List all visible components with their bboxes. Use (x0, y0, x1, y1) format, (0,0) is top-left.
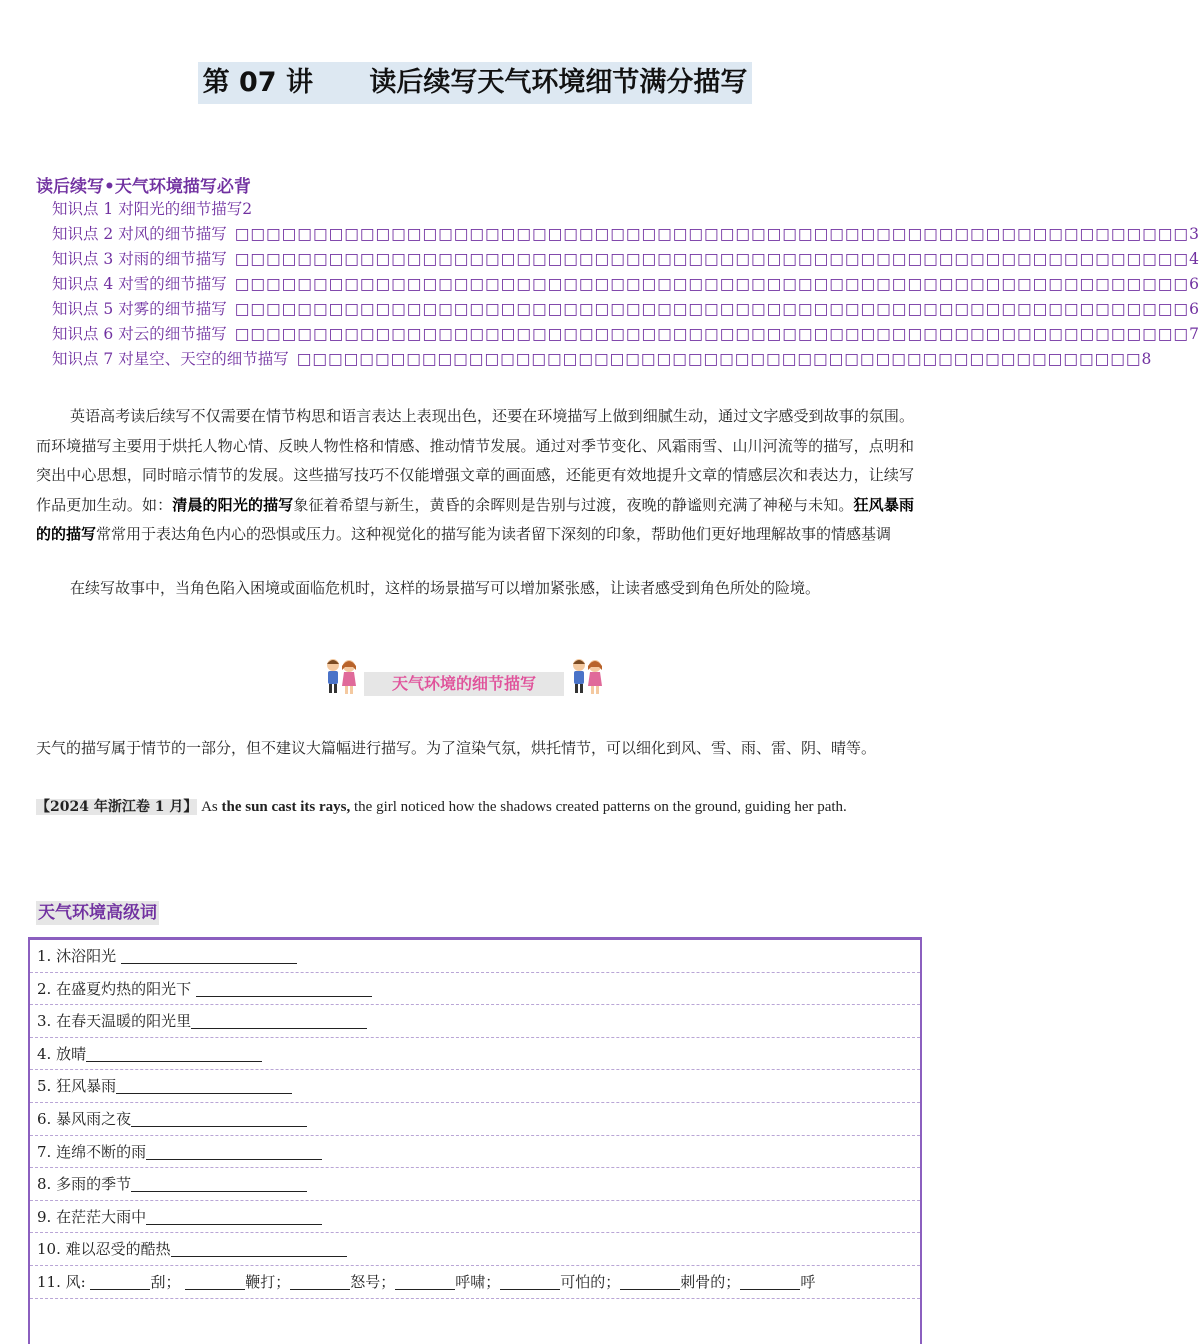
toc-item[interactable]: 知识点 4 对雪的细节描写 □□□□□□□□□□□□□□□□□□□□□□□□□□□□□□□□□□□□□□□□□□□□□□□□□□□□□□□□□□□□□ 6 (52, 275, 1199, 293)
kids-illustration-icon (322, 656, 360, 696)
section-banner (322, 656, 622, 696)
answer-blank[interactable] (290, 1272, 350, 1290)
answer-blank[interactable] (121, 946, 297, 964)
answer-blank[interactable] (191, 1011, 367, 1029)
intro-paragraph-2: 在续写故事中，当角色陷入困境或面临危机时，这样的场景描写可以增加紧张感，让读者感受到角色所处的险境。 (70, 579, 821, 597)
vocab-row-wind: 11. 风: 刮； 鞭打； 怒号； 呼啸； 可怕的； 刺骨的； 呼 (30, 1266, 920, 1299)
answer-blank[interactable] (620, 1272, 680, 1290)
answer-blank[interactable] (86, 1044, 262, 1062)
vocab-row: 2. 在盛夏灼热的阳光下 (30, 973, 920, 1006)
toc-item[interactable]: 知识点 5 对雾的细节描写 □□□□□□□□□□□□□□□□□□□□□□□□□□□□□□□□□□□□□□□□□□□□□□□□□□□□□□□□□□□□□ 6 (52, 300, 1199, 318)
table-of-contents (52, 197, 1199, 372)
toc-item[interactable]: 知识点 7 对星空、天空的细节描写 □□□□□□□□□□□□□□□□□□□□□□□□□□□□□□□□□□□□□□□□□□□□□□□□□□□□□□ 8 (52, 350, 1152, 368)
toc-item[interactable]: 知识点 2 对风的细节描写 □□□□□□□□□□□□□□□□□□□□□□□□□□□□□□□□□□□□□□□□□□□□□□□□□□□□□□□□□□□□□ 3 (52, 225, 1199, 243)
answer-blank[interactable] (196, 979, 372, 997)
example-sentence: 【2024 年浙江卷 1 月】 As the sun cast its rays, the girl noticed how the shadows created patterns on the ground, guiding her path. (36, 799, 847, 815)
vocab-row: 5. 狂风暴雨 (30, 1070, 920, 1103)
answer-blank[interactable] (740, 1272, 800, 1290)
answer-blank[interactable] (146, 1142, 322, 1160)
vocab-row: 1. 沐浴阳光 (30, 940, 920, 973)
toc-item[interactable]: 知识点 3 对雨的细节描写 □□□□□□□□□□□□□□□□□□□□□□□□□□□□□□□□□□□□□□□□□□□□□□□□□□□□□□□□□□□□□ 4 (52, 250, 1199, 268)
section-banner-label: 天气环境的细节描写 (364, 672, 564, 696)
answer-blank[interactable] (90, 1272, 150, 1290)
vocab-row: 10. 难以忍受的酷热 (30, 1233, 920, 1266)
answer-blank[interactable] (500, 1272, 560, 1290)
toc-heading: 读后续写•天气环境描写必背 (36, 177, 251, 197)
answer-blank[interactable] (171, 1239, 347, 1257)
weather-paragraph: 天气的描写属于情节的一部分，但不建议大篇幅进行描写。为了渲染气氛，烘托情节，可以细化到风、雪、雨、雷、阴、晴等。 (36, 739, 877, 757)
answer-blank[interactable] (146, 1207, 322, 1225)
vocab-row: 9. 在茫茫大雨中 (30, 1201, 920, 1234)
intro-paragraph: 英语高考读后续写不仅需要在情节构思和语言表达上表现出色，还要在环境描写上做到细腻生动，通过文字感受到故事的氛围。而环境描写主要用于烘托人物心情、反映人物性格和情感、推动情节发展。通过对季节变化、风霜雨雪、山川河流等的描写，点明和突出中心思想，同时暗示情节的发展。这些描写技巧不仅能增强文章的画面感，还能更有效地提升文章的情感层次和表达力，让续写作品更加生动。如：清晨的阳光的描写象征着希望与新生，黄昏的余晖则是告别与过渡，夜晚的静谧则充满了神秘与未知。狂风暴雨的的描写常常用于表达角色内心的恐惧或压力。这种视觉化的描写能为读者留下深刻的印象，帮助他们更好地理解故事的情感基调 (36, 407, 914, 544)
answer-blank[interactable] (131, 1109, 307, 1127)
page-title: 第 07 讲 读后续写天气环境细节满分描写 (198, 62, 752, 104)
vocab-row: 8. 多雨的季节 (30, 1168, 920, 1201)
vocab-row: 4. 放晴 (30, 1038, 920, 1071)
vocab-row: 6. 暴风雨之夜 (30, 1103, 920, 1136)
answer-blank[interactable] (185, 1272, 245, 1290)
vocab-row: 3. 在春天温暖的阳光里 (30, 1005, 920, 1038)
answer-blank[interactable] (395, 1272, 455, 1290)
vocab-exercise-box (28, 937, 922, 1344)
toc-item[interactable]: 知识点 6 对云的细节描写 □□□□□□□□□□□□□□□□□□□□□□□□□□□□□□□□□□□□□□□□□□□□□□□□□□□□□□□□□□□□□ 7 (52, 325, 1199, 343)
toc-item[interactable]: 知识点 1 对阳光的细节描写 2 (52, 200, 253, 218)
answer-blank[interactable] (131, 1174, 307, 1192)
vocab-heading: 天气环境高级词 (38, 903, 157, 923)
vocab-row: 7. 连绵不断的雨 (30, 1136, 920, 1169)
answer-blank[interactable] (116, 1076, 292, 1094)
kids-illustration-icon (568, 656, 606, 696)
exam-tag: 【2024 年浙江卷 1 月】 (36, 799, 198, 815)
